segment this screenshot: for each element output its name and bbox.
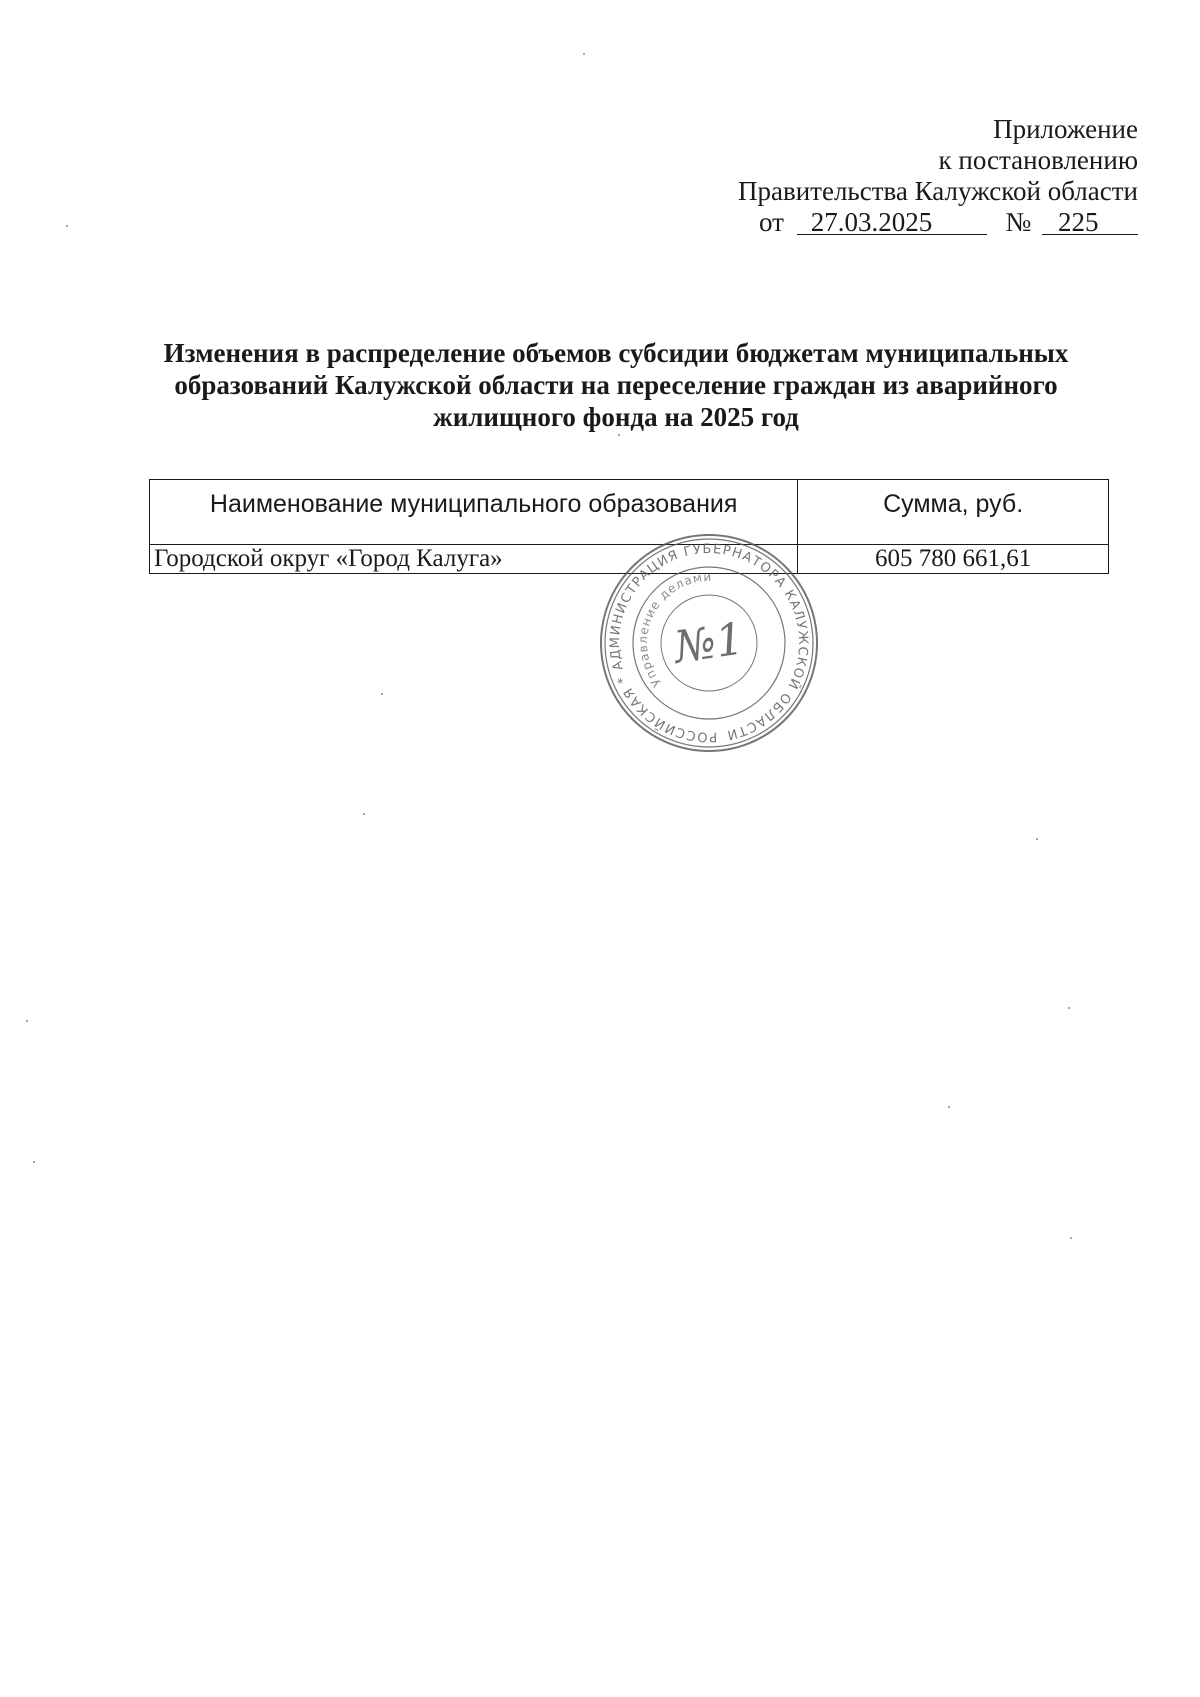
stamp-center-text: №1 <box>671 613 748 674</box>
scan-speck <box>618 434 620 436</box>
scan-speck <box>1036 838 1038 840</box>
header-municipality: Наименование муниципального образования <box>150 480 798 545</box>
number-field: 225 <box>1042 210 1138 235</box>
stamp-inner-text: Управление делами <box>635 569 713 690</box>
scan-speck <box>1068 1007 1070 1009</box>
stamp-outer-text: РОССИЙСКАЯ * АДМИНИСТРАЦИЯ ГУБЕРНАТОРА КАЛУЖСКОЙ ОБЛАСТИ <box>607 541 811 745</box>
document-title: Изменения в распределение объемов субсидии бюджетам муниципальных образований Калужской области на переселение граждан из аварийного жилищного фонда на 2025 год <box>163 338 1069 432</box>
number-prefix: № <box>1005 207 1032 237</box>
appendix-block <box>738 114 1138 238</box>
appendix-label: Приложение <box>993 114 1138 144</box>
appendix-date-line <box>738 207 1138 238</box>
cell-amount: 605 780 661,61 <box>798 545 1109 574</box>
scan-speck <box>66 225 68 227</box>
appendix-resolution-label: к постановлению <box>938 145 1138 175</box>
scan-speck <box>381 693 383 695</box>
appendix-government-label: Правительства Калужской области <box>737 176 1138 206</box>
scan-speck <box>583 53 585 55</box>
scan-speck <box>33 1161 35 1163</box>
date-field: 27.03.2025 <box>797 210 987 235</box>
official-stamp <box>596 530 822 756</box>
date-prefix: от <box>759 207 784 237</box>
scan-speck <box>948 1106 950 1108</box>
cell-municipality: Городской округ «Город Калуга» <box>150 545 798 574</box>
scan-speck <box>26 1020 28 1022</box>
header-amount: Сумма, руб. <box>798 480 1109 545</box>
scan-speck <box>363 813 365 815</box>
scan-speck <box>1070 1237 1072 1239</box>
